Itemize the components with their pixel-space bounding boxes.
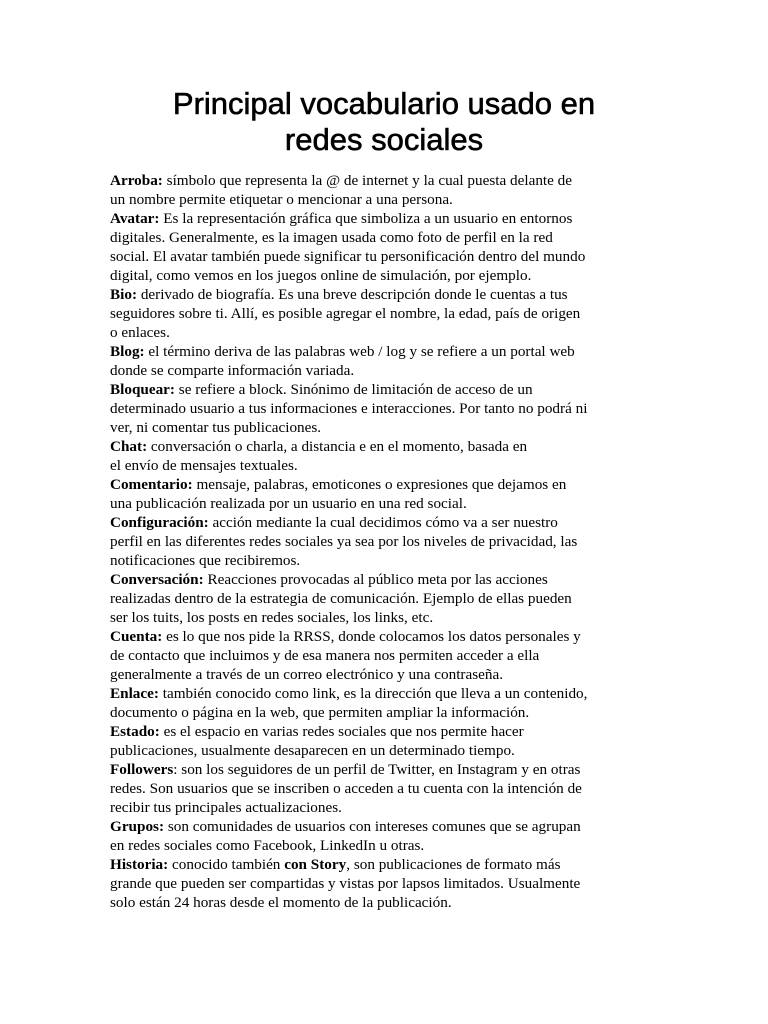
glossary-text: ver, ni comentar tus publicaciones.: [110, 419, 322, 436]
glossary-text: es el espacio en varias redes sociales que nos permite hacer: [159, 723, 524, 740]
glossary-line: [110, 760, 670, 779]
glossary-line: [110, 247, 670, 266]
glossary-term: Blog:: [110, 343, 145, 360]
glossary-text: en redes sociales como Facebook, LinkedIn u otras.: [110, 837, 425, 854]
glossary-text: Es la representación gráfica que simboliza a un usuario en entornos: [159, 210, 573, 227]
glossary-line: [110, 741, 670, 760]
glossary-line: [110, 665, 670, 684]
glossary-line: [110, 342, 670, 361]
glossary-text: una publicación realizada por un usuario en una red social.: [110, 495, 467, 512]
glossary-term: Historia:: [110, 856, 169, 873]
glossary-line: [110, 494, 670, 513]
glossary-text: : son los seguidores de un perfil de Twitter, en Instagram y en otras: [173, 761, 581, 778]
glossary-text: conocido también: [168, 856, 285, 873]
glossary-line: [110, 475, 670, 494]
glossary-line: [110, 798, 670, 817]
glossary-line: [110, 323, 670, 342]
glossary-line: [110, 551, 670, 570]
glossary-line: [110, 361, 670, 380]
glossary-line: [110, 513, 670, 532]
glossary-text: notificaciones que recibiremos.: [110, 552, 301, 569]
glossary-line: [110, 779, 670, 798]
glossary-term: Followers: [110, 761, 174, 778]
glossary-term: Cuenta:: [110, 628, 163, 645]
glossary-text: ser los tuits, los posts en redes sociales, los links, etc.: [110, 609, 434, 626]
glossary-text: símbolo que representa la @ de internet y la cual puesta delante de: [162, 172, 573, 189]
glossary-term: Bloquear:: [110, 381, 175, 398]
glossary-text: mensaje, palabras, emoticones o expresiones que dejamos en: [192, 476, 567, 493]
glossary-text: , son publicaciones de formato más: [346, 856, 561, 873]
glossary-text: el envío de mensajes textuales.: [110, 457, 298, 474]
glossary-text: un nombre permite etiquetar o mencionar a una persona.: [110, 191, 453, 208]
glossary-term: Configuración:: [110, 514, 209, 531]
glossary-line: [110, 855, 670, 874]
glossary-text: seguidores sobre ti. Allí, es posible agregar el nombre, la edad, país de origen: [110, 305, 581, 322]
glossary-text: publicaciones, usualmente desaparecen en un determinado tiempo.: [110, 742, 515, 759]
glossary-line: [110, 893, 670, 912]
glossary-line: [110, 285, 670, 304]
glossary-text: generalmente a través de un correo electrónico y una contraseña.: [110, 666, 503, 683]
glossary-line: [110, 190, 670, 209]
glossary-text: realizadas dentro de la estrategia de comunicación. Ejemplo de ellas pueden: [110, 590, 572, 607]
glossary-line: [110, 304, 670, 323]
glossary-text: acción mediante la cual decidimos cómo va a ser nuestro: [208, 514, 558, 531]
glossary-line: [110, 646, 670, 665]
glossary-line: [110, 209, 670, 228]
glossary-text: es lo que nos pide la RRSS, donde colocamos los datos personales y: [162, 628, 581, 645]
glossary-text: social. El avatar también puede significar tu personificación dentro del mundo: [110, 248, 586, 265]
glossary-term: Arroba:: [110, 172, 163, 189]
glossary-line: [110, 228, 670, 247]
glossary-line: [110, 171, 670, 190]
glossary-text: el término deriva de las palabras web / log y se refiere a un portal web: [144, 343, 575, 360]
glossary-text: conversación o charla, a distancia e en el momento, basada en: [147, 438, 528, 455]
title-line: Principal vocabulario usado en: [172, 86, 596, 121]
glossary-line: [110, 399, 670, 418]
glossary-term: Conversación:: [110, 571, 204, 588]
glossary-term: Estado:: [110, 723, 160, 740]
glossary-line: [110, 418, 670, 437]
glossary-term: Grupos:: [110, 818, 165, 835]
glossary-line: [110, 437, 670, 456]
glossary-term: Chat:: [110, 438, 148, 455]
glossary-text: son comunidades de usuarios con intereses comunes que se agrupan: [164, 818, 581, 835]
glossary-text: digital, como vemos en los juegos online de simulación, por ejemplo.: [110, 267, 532, 284]
glossary-line: [110, 532, 670, 551]
glossary-text: también conocido como link, es la dirección que lleva a un contenido,: [158, 685, 588, 702]
glossary-term: Avatar:: [110, 210, 160, 227]
glossary-line: [110, 570, 670, 589]
glossary-line: [110, 874, 670, 893]
glossary-text: se refiere a block. Sinónimo de limitación de acceso de un: [174, 381, 533, 398]
title-line: redes sociales: [284, 122, 484, 157]
glossary-text: documento o página en la web, que permiten ampliar la información.: [110, 704, 530, 721]
glossary-text: recibir tus principales actualizaciones.: [110, 799, 342, 816]
glossary-line: [110, 703, 670, 722]
glossary-line: [110, 817, 670, 836]
glossary-line: [110, 684, 670, 703]
page-title: [0, 86, 768, 158]
glossary-text: redes. Son usuarios que se inscriben o acceden a tu cuenta con la intención de: [110, 780, 582, 797]
glossary-text: o enlaces.: [110, 324, 170, 341]
glossary-text: determinado usuario a tus informaciones e interacciones. Por tanto no podrá ni: [110, 400, 588, 417]
glossary-line: [110, 456, 670, 475]
glossary-text: perfil en las diferentes redes sociales ya sea por los niveles de privacidad, las: [110, 533, 578, 550]
glossary-term: Enlace:: [110, 685, 159, 702]
glossary-line: [110, 627, 670, 646]
glossary-body: [110, 171, 670, 912]
glossary-line: [110, 380, 670, 399]
glossary-text: Reacciones provocadas al público meta por las acciones: [203, 571, 548, 588]
glossary-text: derivado de biografía. Es una breve descripción donde le cuentas a tus: [137, 286, 568, 303]
glossary-line: [110, 266, 670, 285]
glossary-text: de contacto que incluimos y de esa manera nos permiten acceder a ella: [110, 647, 540, 664]
glossary-line: [110, 836, 670, 855]
glossary-line: [110, 608, 670, 627]
glossary-term: Bio:: [110, 286, 138, 303]
glossary-text: digitales. Generalmente, es la imagen usada como foto de perfil en la red: [110, 229, 553, 246]
glossary-text: solo están 24 horas desde el momento de la publicación.: [110, 894, 452, 911]
glossary-term: con Story: [284, 856, 347, 873]
glossary-text: grande que pueden ser compartidas y vistas por lapsos limitados. Usualmente: [110, 875, 581, 892]
glossary-text: donde se comparte información variada.: [110, 362, 355, 379]
glossary-term: Comentario:: [110, 476, 193, 493]
glossary-line: [110, 722, 670, 741]
glossary-line: [110, 589, 670, 608]
